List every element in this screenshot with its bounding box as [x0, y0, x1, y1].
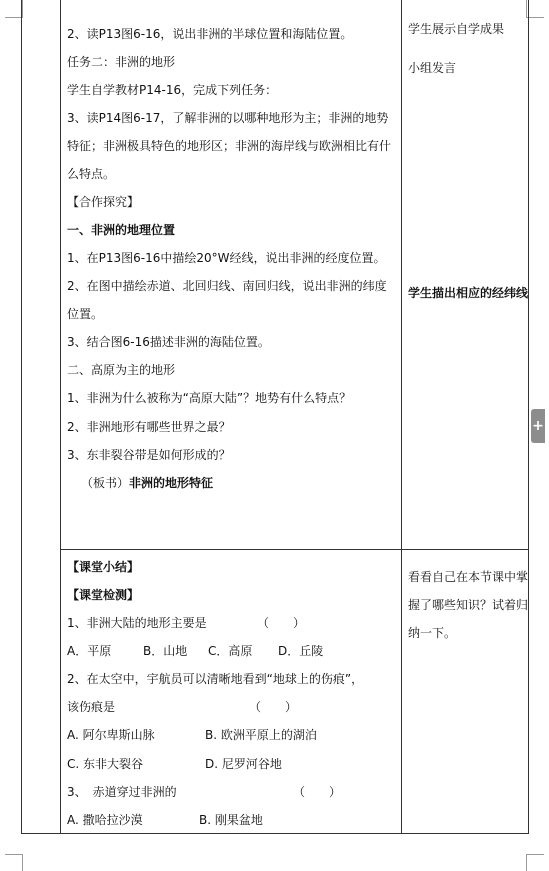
text-line: 2、读P13图6-16，说出非洲的半球位置和海陆位置。: [67, 27, 353, 41]
option: D．丘陵: [278, 644, 324, 658]
blackboard-title: 非洲的地形特征: [129, 476, 214, 490]
crop-mark: [526, 0, 527, 18]
text-line: 学生自学教材P14-16，完成下列任务：: [67, 83, 278, 97]
section-heading: 【课堂检测】: [67, 588, 140, 602]
option: B. 刚果盆地: [199, 813, 263, 827]
crop-mark: [526, 854, 544, 855]
crop-mark: [22, 0, 23, 18]
text-line: 3、结合图6-16描述非洲的海陆位置。: [67, 335, 270, 349]
option: B. 欧洲平原上的湖泊: [205, 728, 317, 742]
table-border-right: [528, 0, 529, 834]
blackboard-prefix: （板书）: [81, 476, 130, 490]
option: B．山地: [143, 644, 188, 658]
row-divider: [61, 549, 528, 550]
text-line: 任务二：非洲的地形: [67, 55, 176, 69]
activity-note: 小组发言: [408, 61, 457, 75]
crop-mark: [22, 854, 23, 871]
section-heading: 二、高原为主的地形: [67, 363, 176, 377]
text-paragraph: 2、在图中描绘赤道、北回归线、南回归线，说出非洲的纬度位置。: [67, 279, 387, 321]
text-line: 2、非洲地形有哪些世界之最？: [67, 420, 231, 434]
text-line: 3、东非裂谷带是如何形成的？: [67, 448, 231, 462]
crop-mark: [526, 854, 527, 871]
activity-note: 看看自己在本节课中掌握了哪些知识？试着归纳一下。: [408, 570, 529, 640]
blackboard-note: [81, 476, 213, 490]
text-line: 1、非洲为什么被称为“高原大陆”？地势有什么特点？: [67, 391, 352, 405]
answer-blank: （ ）: [249, 700, 298, 714]
section-heading: 【课堂小结】: [67, 560, 140, 574]
option: D. 尼罗河谷地: [205, 757, 282, 771]
option: A. 撒哈拉沙漠: [67, 813, 143, 827]
section-heading: 【合作探究】: [67, 195, 140, 209]
question: 1、非洲大陆的地形主要是: [67, 616, 207, 630]
text-line: 1、在P13图6-16中描绘20°W经线，说出非洲的经度位置。: [67, 251, 386, 265]
option: C．高原: [208, 644, 253, 658]
question: 该伤痕是: [67, 700, 116, 714]
activity-note: 学生描出相应的经纬线: [408, 286, 529, 300]
table-border-left: [21, 0, 22, 834]
expand-tab[interactable]: +: [531, 409, 545, 443]
table-divider-2: [401, 0, 402, 834]
answer-blank: （ ）: [293, 785, 342, 799]
crop-mark: [5, 854, 23, 855]
answer-blank: （ ）: [257, 616, 306, 630]
table-divider-1: [60, 0, 61, 834]
option: A. 阿尔卑斯山脉: [67, 728, 155, 742]
question: 3、 赤道穿过非洲的: [67, 785, 177, 799]
section-heading: 一、非洲的地理位置: [67, 223, 176, 237]
question: 2、在太空中，宇航员可以清晰地看到“地球上的伤痕”，: [67, 672, 364, 686]
text-paragraph: 3、读P14图6-17，了解非洲的以哪种地形为主；非洲的地势特征；非洲极具特色的地形区；非洲的海岸线与欧洲相比有什么特点。: [67, 111, 392, 181]
option: C. 东非大裂谷: [67, 757, 144, 771]
table-border-bottom: [21, 833, 529, 834]
option: A．平原: [67, 644, 112, 658]
activity-note: 学生展示自学成果: [408, 22, 505, 36]
